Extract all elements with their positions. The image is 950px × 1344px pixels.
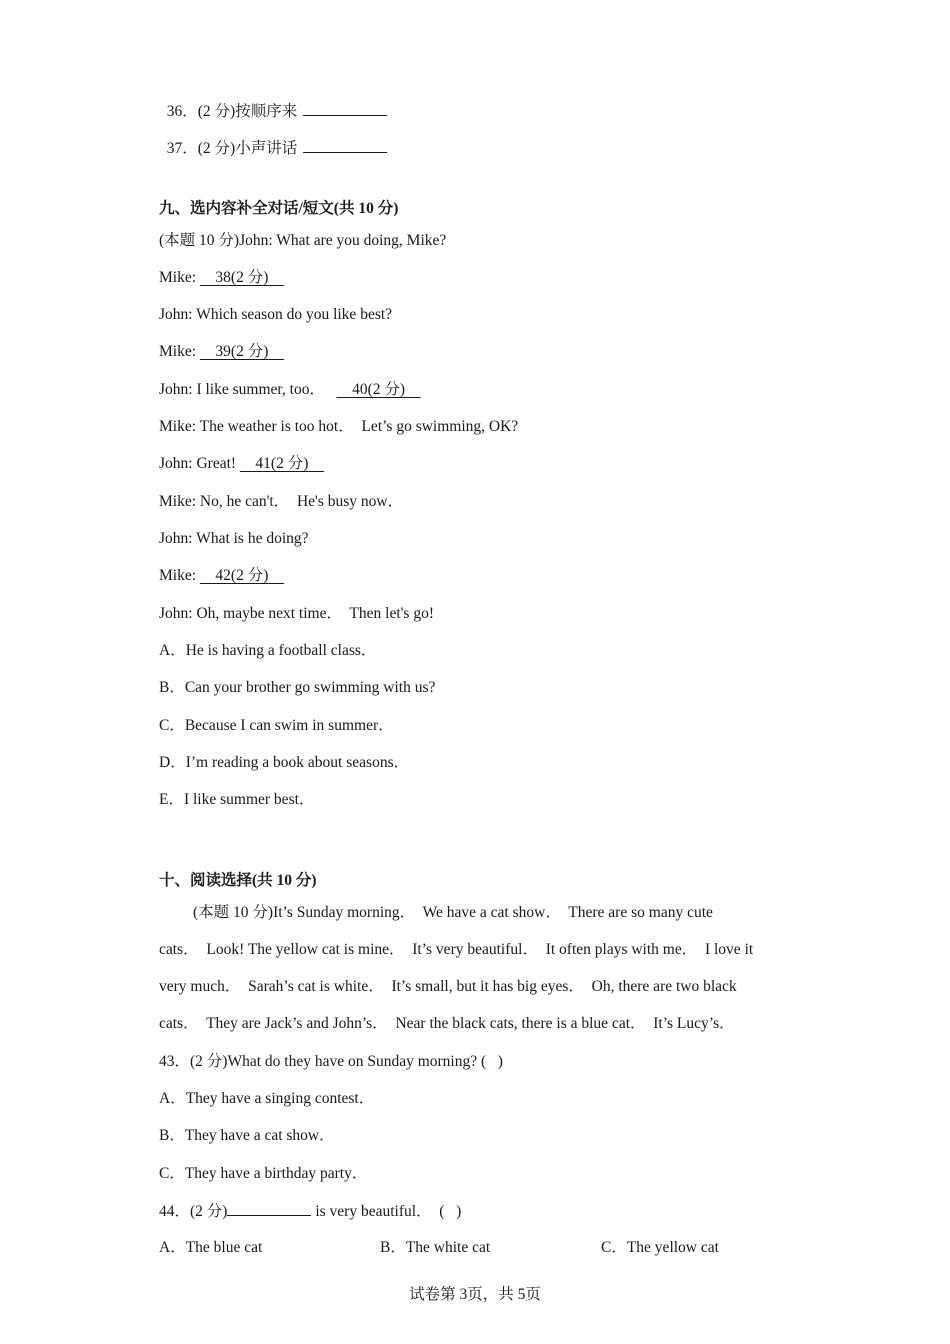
section-10-heading: 十、阅读选择(共 10 分) — [159, 872, 317, 889]
dialogue-line — [159, 268, 284, 288]
q43-option-a[interactable]: A．They have a singing contest． — [159, 1090, 375, 1107]
q44-option-b[interactable]: B．The white cat — [380, 1239, 491, 1256]
question-43: 43．(2 分)What do they have on Sunday morning? ( ) — [159, 1053, 503, 1070]
question-37 — [159, 118, 387, 159]
passage-line: cats． Look! The yellow cat is mine． It’s very beautiful． It often plays with me． I love it — [159, 941, 754, 958]
dialogue-line — [159, 305, 392, 325]
question-text: 按顺序来 — [235, 103, 298, 120]
answer-blank[interactable] — [303, 138, 387, 153]
dialogue-text: Mike: — [159, 269, 200, 286]
dialogue-blank[interactable]: 42(2 分) — [199, 567, 284, 584]
question-number: 37．(2 分) — [166, 140, 236, 157]
dialogue-text: Mike: — [159, 343, 200, 360]
dialogue-text: John: What is he doing? — [159, 530, 309, 547]
q43-option-c[interactable]: C．They have a birthday party． — [159, 1165, 368, 1182]
passage-line: very much． Sarah’s cat is white． It’s small, but it has big eyes． Oh, there are two black — [159, 978, 737, 995]
option-c[interactable]: C．Because I can swim in summer． — [159, 717, 394, 734]
dialogue-text: Mike: No, he can't． He's busy now． — [159, 493, 404, 510]
answer-blank[interactable] — [227, 1201, 311, 1216]
dialogue-line — [159, 380, 421, 400]
question-36 — [159, 81, 387, 122]
section-9-heading: 九、选内容补全对话/短文(共 10 分) — [159, 200, 399, 217]
question-number: 36．(2 分) — [166, 103, 236, 120]
dialogue-line — [159, 417, 518, 437]
answer-blank[interactable] — [303, 101, 387, 116]
dialogue-line — [159, 342, 284, 362]
question-text: is very beautiful． ( ) — [311, 1203, 462, 1220]
option-a[interactable]: A．He is having a football class． — [159, 642, 377, 659]
dialogue-text: John: I like summer, too． — [159, 381, 337, 398]
dialogue-line — [159, 529, 309, 549]
dialogue-line — [159, 492, 403, 512]
dialogue-line — [159, 454, 324, 474]
q44-option-c[interactable]: C．The yellow cat — [601, 1239, 719, 1256]
passage-line: cats． They are Jack’s and John’s． Near the black cats, there is a blue cat． It’s Lucy’s． — [159, 1015, 735, 1032]
dialogue-blank[interactable]: 38(2 分) — [199, 269, 284, 286]
dialogue-blank[interactable]: 41(2 分) — [239, 455, 324, 472]
dialogue-text: John: Oh, maybe next time． Then let's go! — [159, 605, 435, 622]
question-44 — [159, 1201, 461, 1222]
dialogue-intro: (本题 10 分)John: What are you doing, Mike? — [159, 232, 447, 249]
dialogue-line — [159, 566, 284, 586]
question-text: 44．(2 分) — [159, 1203, 228, 1220]
q43-option-b[interactable]: B．They have a cat show． — [159, 1127, 335, 1144]
dialogue-text: Mike: The weather is too hot． Let’s go swimming, OK? — [159, 418, 519, 435]
question-text: 小声讲话 — [235, 140, 298, 157]
option-b[interactable]: B．Can your brother go swimming with us? — [159, 679, 436, 696]
q44-option-a[interactable]: A．The blue cat — [159, 1239, 263, 1256]
page-footer: 试卷第 3页，共 5页 — [409, 1286, 541, 1303]
dialogue-blank[interactable]: 39(2 分) — [199, 343, 284, 360]
dialogue-blank[interactable]: 40(2 分) — [336, 381, 421, 398]
option-e[interactable]: E．I like summer best． — [159, 791, 315, 808]
option-d[interactable]: D．I’m reading a book about seasons． — [159, 754, 410, 771]
dialogue-text: John: Which season do you like best? — [159, 306, 393, 323]
dialogue-text: Mike: — [159, 567, 200, 584]
dialogue-line — [159, 604, 434, 624]
passage-line: (本题 10 分)It’s Sunday morning． We have a cat show． There are so many cute — [193, 904, 713, 921]
dialogue-text: John: Great! — [159, 455, 240, 472]
